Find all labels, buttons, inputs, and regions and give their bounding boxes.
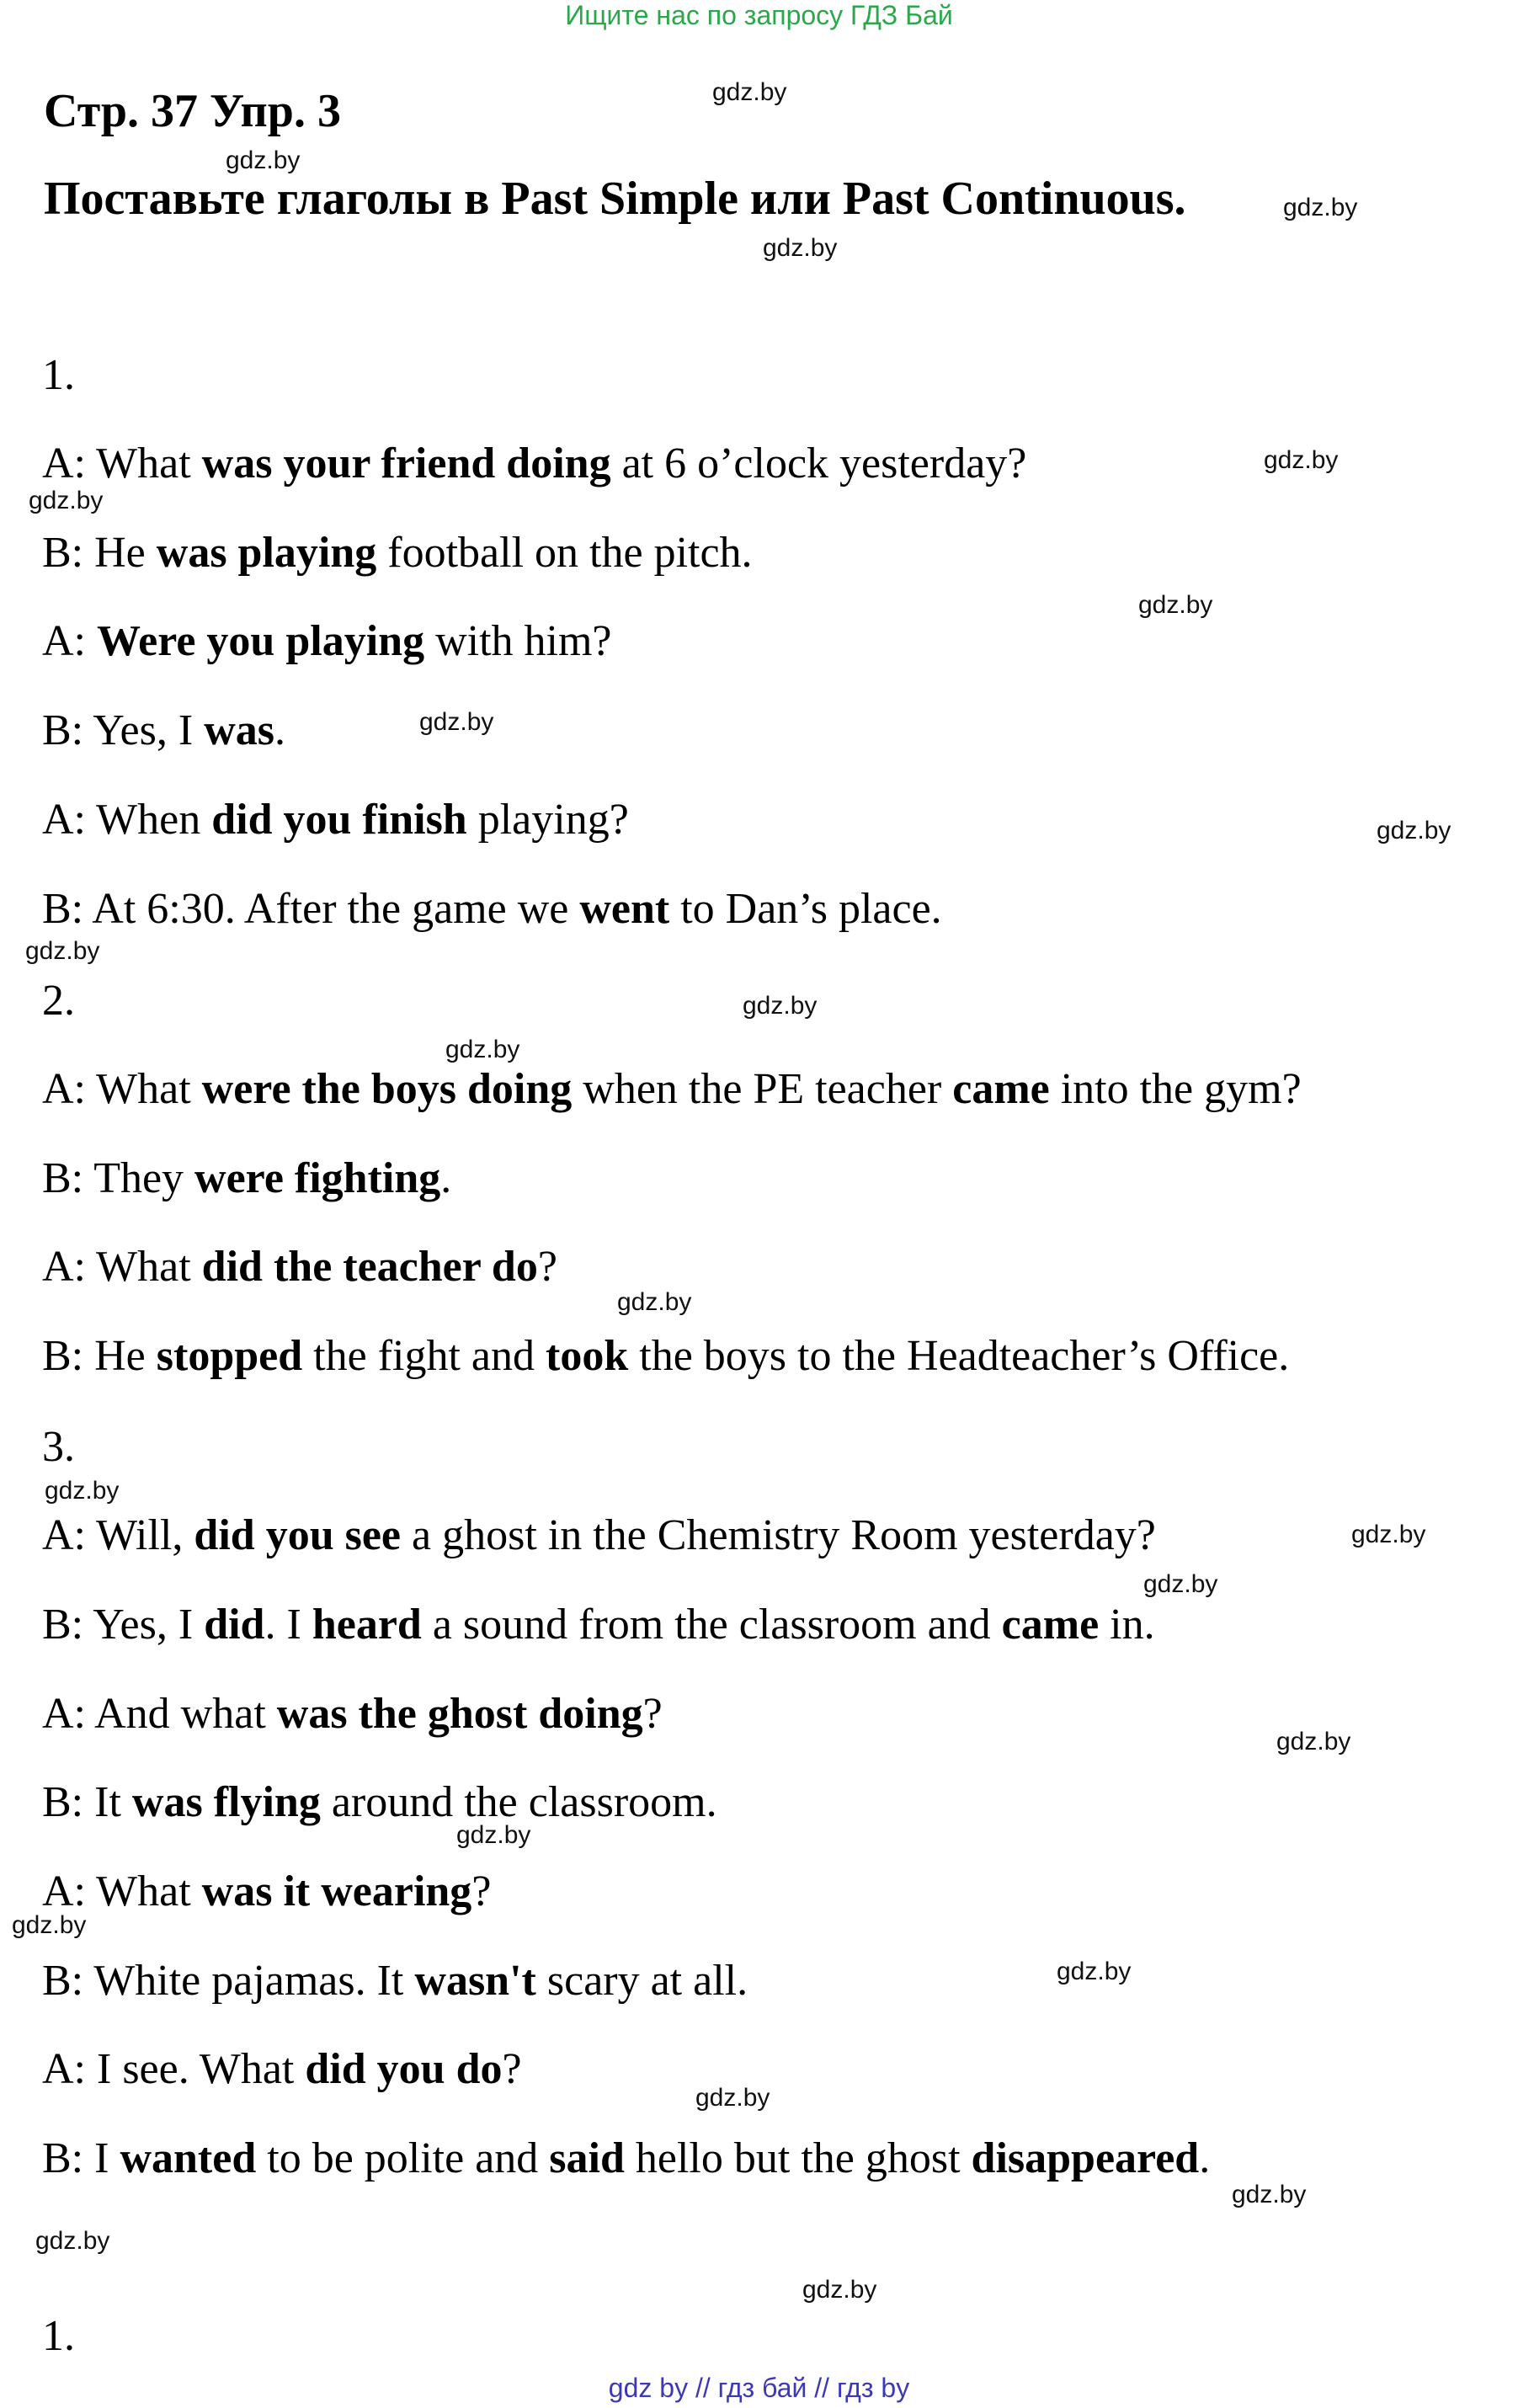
answer-verb: came	[952, 1065, 1050, 1113]
line-text: ?	[471, 1867, 492, 1915]
line-text: scary at all.	[535, 1957, 748, 2005]
answer-verb: was your friend doing	[201, 440, 611, 487]
dialogue-line	[42, 1330, 1289, 1382]
answer-verb: went	[579, 885, 670, 933]
exercise-number: 3.	[42, 1423, 75, 1471]
answer-verb: heard	[312, 1601, 422, 1649]
line-text: B: Yes, I	[42, 1601, 205, 1649]
line-text: to Dan’s place.	[669, 885, 942, 933]
answer-verb: was	[204, 706, 274, 754]
watermark: gdz.by	[1138, 591, 1213, 619]
page-reference: Стр. 37 Упр. 3	[44, 85, 341, 137]
line-text: to be polite and	[256, 2134, 550, 2182]
watermark: gdz.by	[763, 234, 838, 262]
answer-verb: were the boys doing	[201, 1065, 573, 1113]
watermark: gdz.by	[1283, 194, 1358, 221]
dialogue-line	[42, 1688, 663, 1740]
answer-verb: stopped	[156, 1332, 303, 1380]
task-title: Поставьте глаголы в Past Simple или Past Continuous.	[44, 173, 1186, 225]
line-text: a ghost in the Chemistry Room yesterday?	[401, 1511, 1156, 1559]
answer-verb: was it wearing	[201, 1867, 472, 1915]
watermark: gdz.by	[743, 992, 818, 1020]
watermark: gdz.by	[712, 78, 787, 106]
dialogue-line	[42, 883, 942, 935]
watermark: gdz.by	[1232, 2181, 1307, 2208]
watermark: gdz.by	[25, 937, 100, 965]
answer-verb: did you see	[194, 1511, 402, 1559]
footer-links: gdz by // гдз бай // гдз by	[608, 2373, 910, 2403]
watermark: gdz.by	[1264, 446, 1339, 474]
watermark: gdz.by	[12, 1911, 87, 1939]
line-text: A: Will,	[42, 1511, 194, 1559]
line-text: B: He	[42, 1332, 157, 1380]
line-text: A: What	[42, 440, 202, 487]
line-text: into the gym?	[1049, 1065, 1302, 1113]
line-text: playing?	[466, 796, 629, 844]
line-text: A: What	[42, 1065, 202, 1113]
line-text: B: He	[42, 529, 157, 577]
dialogue-line	[42, 1241, 557, 1293]
answer-verb: was the ghost doing	[276, 1690, 643, 1738]
answer-verb: was flying	[131, 1778, 321, 1826]
exercise-number: 1.	[42, 2312, 75, 2360]
dialogue-line	[42, 1866, 491, 1918]
line-text: A: And what	[42, 1690, 277, 1738]
dialogue-line	[42, 705, 285, 757]
dialogue-line	[42, 527, 753, 579]
watermark: gdz.by	[419, 708, 494, 736]
line-text: the fight and	[302, 1332, 546, 1380]
line-text: at 6 o’clock yesterday?	[610, 440, 1027, 487]
line-text: B: It	[42, 1778, 132, 1826]
answer-verb: did	[204, 1601, 265, 1649]
watermark: gdz.by	[1377, 817, 1451, 844]
dialogue-line	[42, 1063, 1302, 1116]
line-text: with him?	[424, 617, 612, 665]
answer-verb: took	[546, 1332, 629, 1380]
watermark: gdz.by	[29, 487, 104, 514]
line-text: hello but the ghost	[624, 2134, 972, 2182]
line-text: . I	[264, 1601, 312, 1649]
line-text: ?	[537, 1243, 557, 1291]
dialogue-line	[42, 794, 629, 846]
dialogue-line	[42, 2043, 522, 2096]
answer-verb: wasn't	[414, 1957, 536, 2005]
line-text: the boys to the Headteacher’s Office.	[628, 1332, 1290, 1380]
dialogue-line	[42, 438, 1026, 490]
line-text: .	[440, 1154, 452, 1202]
line-text: around the classroom.	[320, 1778, 717, 1826]
answer-verb: Were you playing	[97, 617, 425, 665]
line-text: B: They	[42, 1154, 195, 1202]
watermark: gdz.by	[802, 2276, 877, 2304]
top-banner: Ищите нас по запросу ГДЗ Бай	[565, 0, 953, 30]
line-text: A: I see. What	[42, 2045, 306, 2093]
line-text: B: I	[42, 2134, 120, 2182]
line-text: when the PE teacher	[572, 1065, 953, 1113]
answer-verb: did you finish	[211, 796, 467, 844]
dialogue-line	[42, 1777, 717, 1829]
answer-verb: were fighting	[194, 1154, 441, 1202]
line-text: B: Yes, I	[42, 706, 205, 754]
dialogue-line	[42, 1153, 451, 1205]
dialogue-line	[42, 2133, 1210, 2185]
line-text: B: At 6:30. After the game we	[42, 885, 580, 933]
watermark: gdz.by	[1276, 1728, 1351, 1755]
line-text: A: What	[42, 1867, 202, 1915]
line-text: A: What	[42, 1243, 202, 1291]
watermark: gdz.by	[445, 1036, 520, 1063]
watermark: gdz.by	[617, 1288, 692, 1316]
answer-verb: came	[1001, 1601, 1100, 1649]
watermark: gdz.by	[35, 2227, 110, 2255]
watermark: gdz.by	[226, 147, 301, 174]
line-text: .	[1199, 2134, 1211, 2182]
dialogue-line	[42, 1599, 1155, 1651]
line-text: A: When	[42, 796, 212, 844]
exercise-number: 2.	[42, 977, 75, 1025]
line-text: in.	[1099, 1601, 1155, 1649]
answer-verb: was playing	[156, 529, 377, 577]
dialogue-line	[42, 1955, 748, 2007]
line-text: .	[274, 706, 285, 754]
watermark: gdz.by	[695, 2084, 770, 2112]
watermark: gdz.by	[456, 1821, 531, 1849]
line-text: B: White pajamas. It	[42, 1957, 415, 2005]
watermark: gdz.by	[1143, 1570, 1218, 1598]
watermark: gdz.by	[1057, 1958, 1132, 1985]
answer-verb: did you do	[305, 2045, 503, 2093]
watermark: gdz.by	[1351, 1521, 1426, 1548]
exercise-number: 1.	[42, 351, 75, 399]
answer-verb: did the teacher do	[201, 1243, 538, 1291]
line-text: a sound from the classroom and	[421, 1601, 1002, 1649]
line-text: ?	[502, 2045, 522, 2093]
watermark: gdz.by	[45, 1477, 120, 1505]
answer-verb: disappeared	[971, 2134, 1200, 2182]
line-text: ?	[642, 1690, 663, 1738]
answer-verb: wanted	[120, 2134, 257, 2182]
line-text: football on the pitch.	[376, 529, 753, 577]
dialogue-line	[42, 615, 612, 668]
answer-verb: said	[549, 2134, 625, 2182]
line-text: A:	[42, 617, 97, 665]
dialogue-line	[42, 1510, 1156, 1562]
